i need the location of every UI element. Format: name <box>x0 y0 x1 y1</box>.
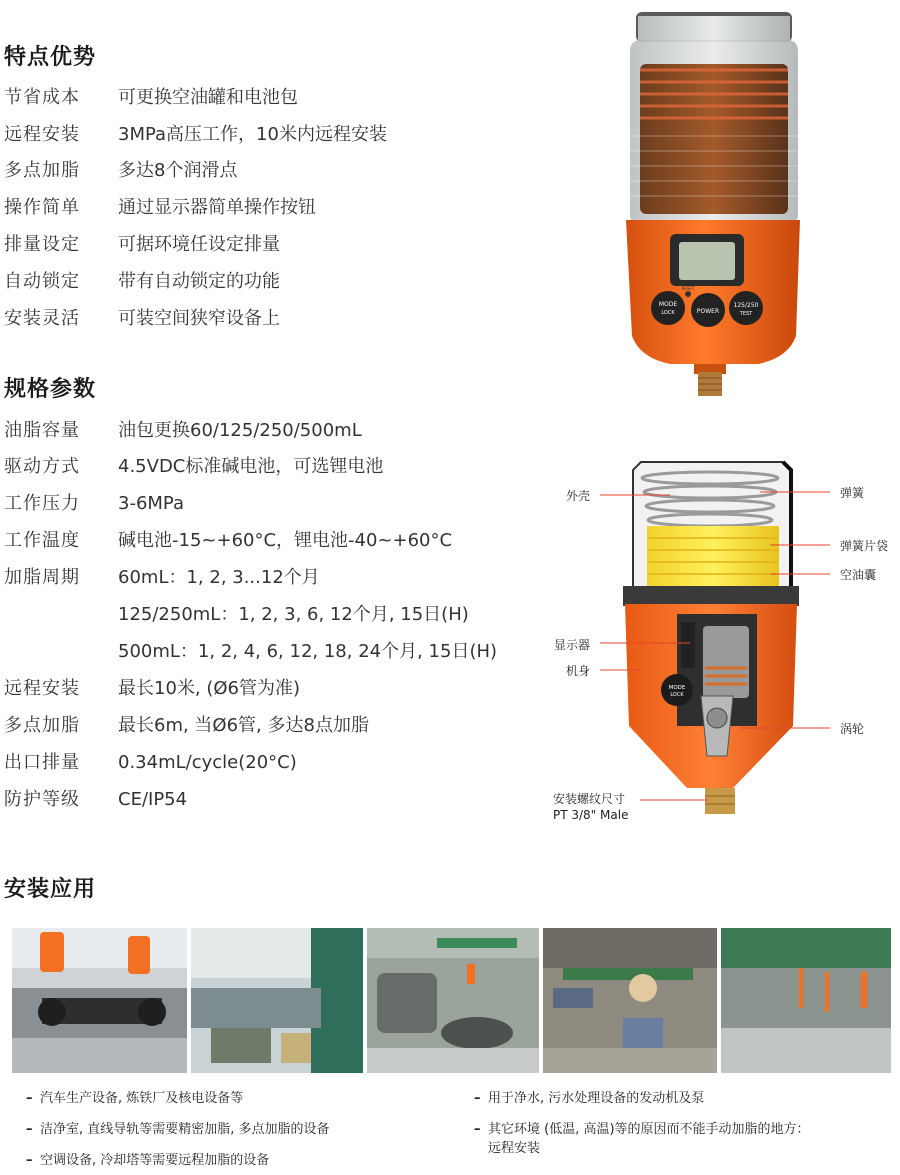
spec-value: 3-6MPa <box>118 493 185 514</box>
feature-key: 节省成本 <box>4 87 80 108</box>
application-photo-automotive <box>12 928 187 1073</box>
spec-value: CE/IP54 <box>118 789 188 810</box>
label-spring-bag: 弹簧片袋 <box>840 539 889 553</box>
svg-text:LOCK: LOCK <box>670 692 684 698</box>
feature-value: 3MPa高压工作，10米内远程安装 <box>118 124 387 145</box>
svg-text:TEST: TEST <box>739 311 753 317</box>
label-display: 显示器 <box>554 638 591 652</box>
spec-key: 油脂容量 <box>4 420 80 441</box>
feature-value: 多达8个润滑点 <box>118 160 238 181</box>
svg-text:MODE: MODE <box>668 685 686 691</box>
label-turbine: 涡轮 <box>840 722 865 736</box>
specs-title: 规格参数 <box>4 377 97 402</box>
plant-photo-graphic <box>191 928 363 1073</box>
spec-value: 0.34mL/cycle(20°C) <box>118 752 297 773</box>
application-bullet: – 空调设备, 冷却塔等需要远程加脂的设备 <box>26 1153 270 1168</box>
applications-title: 安装应用 <box>4 877 97 902</box>
spec-key: 加脂周期 <box>4 567 80 588</box>
label-thread-title: 安装螺纹尺寸 <box>553 792 626 806</box>
conveyor-photo-graphic <box>721 928 891 1073</box>
feature-key: 多点加脂 <box>4 160 80 181</box>
label-body: 机身 <box>566 664 591 678</box>
application-photo-conveyor <box>721 928 891 1073</box>
spec-value: 60mL：1, 2, 3...12个月 <box>118 567 320 588</box>
spec-value: 最长10米, (Ø6管为准) <box>118 678 301 699</box>
automotive-photo-graphic <box>12 928 187 1073</box>
mode-lock-button: MODE <box>658 301 678 308</box>
label-empty-bladder: 空油囊 <box>840 568 877 582</box>
spec-value: 碱电池-15~+60°C，锂电池-40~+60°C <box>118 530 453 551</box>
svg-text:RESET: RESET <box>681 286 695 291</box>
spec-value: 油包更换60/125/250/500mL <box>118 420 362 441</box>
label-thread-size: PT 3/8" Male <box>553 808 629 822</box>
feature-value: 可更换空油罐和电池包 <box>118 87 298 108</box>
spec-key: 工作温度 <box>4 530 80 551</box>
spec-key: 防护等级 <box>4 789 80 810</box>
feature-value: 带有自动锁定的功能 <box>118 271 280 292</box>
spec-continuation: 500mL：1, 2, 4, 6, 12, 18, 24个月, 15日(H) <box>118 641 498 662</box>
application-photo-plant <box>191 928 363 1073</box>
feature-key: 自动锁定 <box>4 271 80 292</box>
features-title: 特点优势 <box>4 45 97 70</box>
application-bullet: – 洁净室, 直线导轨等需要精密加脂, 多点加脂的设备 <box>26 1122 330 1137</box>
spec-key: 多点加脂 <box>4 715 80 736</box>
application-photo-pump <box>367 928 539 1073</box>
spec-key: 远程安装 <box>4 678 80 699</box>
feature-key: 远程安装 <box>4 124 80 145</box>
spec-value: 4.5VDC标准碱电池，可选锂电池 <box>118 456 384 477</box>
spec-value: 最长6m, 当Ø6管, 多达8点加脂 <box>118 715 369 736</box>
feature-value: 可据环境任设定排量 <box>118 234 280 255</box>
pump-photo-graphic <box>367 928 539 1073</box>
application-bullet: – 汽车生产设备, 炼铁厂及核电设备等 <box>26 1091 244 1106</box>
spec-continuation: 125/250mL：1, 2, 3, 6, 12个月, 15日(H) <box>118 604 469 625</box>
application-bullet: – 用于净水, 污水处理设备的发动机及泵 <box>474 1091 705 1106</box>
feature-key: 排量设定 <box>4 234 80 255</box>
feature-key: 安装灵活 <box>4 308 80 329</box>
test-button: 125/250 <box>733 302 759 309</box>
svg-text:LOCK: LOCK <box>661 310 675 316</box>
feature-value: 通过显示器简单操作按钮 <box>118 197 316 218</box>
feature-key: 操作简单 <box>4 197 80 218</box>
application-bullet-continuation: 远程安装 <box>488 1141 541 1156</box>
motors-photo-graphic <box>543 928 717 1073</box>
power-button: POWER <box>696 308 720 315</box>
spec-key: 驱动方式 <box>4 456 80 477</box>
label-shell: 外壳 <box>566 489 591 503</box>
feature-value: 可装空间狭窄设备上 <box>118 308 280 329</box>
application-bullet: – 其它环境 (低温, 高温)等的原因而不能手动加脂的地方： <box>474 1122 810 1137</box>
label-spring: 弹簧 <box>840 486 865 500</box>
spec-key: 出口排量 <box>4 752 80 773</box>
spec-key: 工作压力 <box>4 493 80 514</box>
application-photo-motors <box>543 928 717 1073</box>
